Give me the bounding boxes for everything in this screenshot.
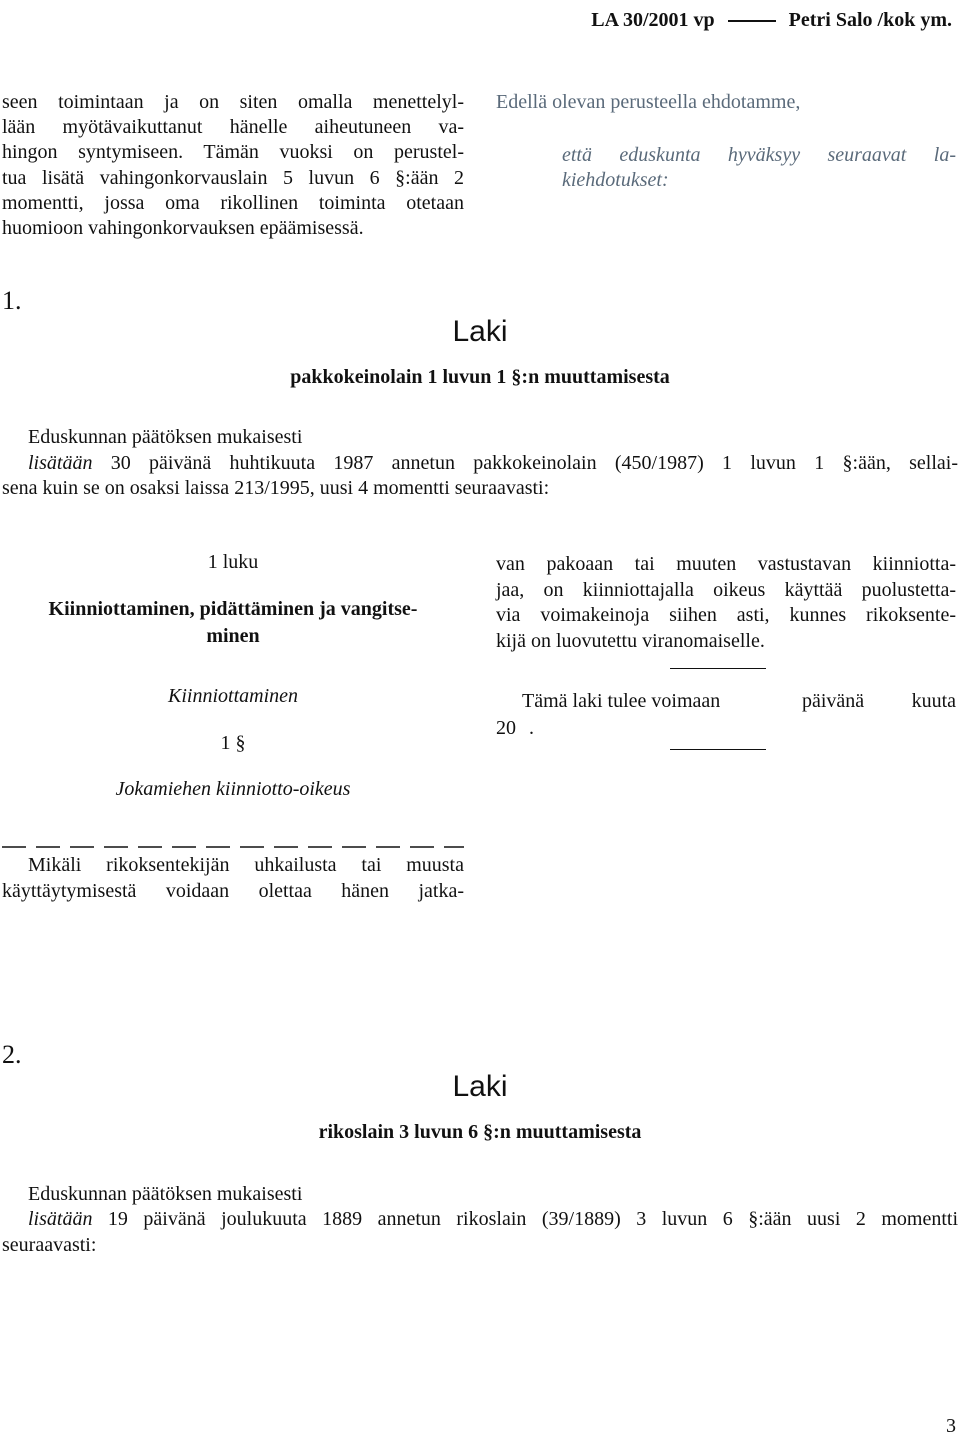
law1-preamble-text: 30 päivänä huhtikuuta 1987 annetun pakkokeinolain (450/1987) 1 luvun 1 §:ään, sellai- — [92, 452, 958, 474]
intro-left-line: tua lisätä vahingonkorvauslain 5 luvun 6 §:ään 2 — [2, 167, 464, 189]
intro-left-line: lään myötävaikuttanut hänelle aiheutuneen va- — [2, 116, 464, 138]
law1-preamble-verb: lisätään — [28, 452, 93, 474]
law2-title: Laki — [452, 1070, 508, 1103]
law1-title: Laki — [452, 315, 508, 348]
intro-left-line: momentti, jossa oma rikollinen toiminta otetaan — [2, 192, 464, 214]
chapter-title-line2: minen — [206, 625, 260, 647]
law1-preamble-line1 — [28, 451, 958, 475]
law1-body-right-line: kijä on luovutettu viranomaiselle. — [496, 630, 765, 652]
law2-preamble-text: 19 päivänä joulukuuta 1889 annetun rikoslain (39/1889) 3 luvun 6 §:ään uusi 2 momentti — [92, 1208, 958, 1230]
header-author: Petri Salo /kok ym. — [788, 9, 952, 31]
doc-reference: LA 30/2001 vp — [591, 9, 715, 31]
law2-preamble-verb: lisätään — [28, 1208, 93, 1230]
law2-preamble-line1 — [28, 1207, 958, 1231]
law1-subtitle: pakkokeinolain 1 luvun 1 §:n muuttamisesta — [290, 366, 670, 388]
omission-dashes-svg — [2, 845, 464, 849]
law1-enactment: Eduskunnan päätöksen mukaisesti — [28, 426, 303, 448]
effective-clause-month: kuuta — [911, 690, 956, 712]
law2-number: 2. — [2, 1040, 22, 1069]
section-heading: Kiinniottaminen — [168, 685, 298, 707]
law1-body-right-line: via voimakeinoja siihen asti, kunnes rikoksente- — [496, 604, 956, 626]
law2-preamble-line2: seuraavasti: — [2, 1234, 97, 1256]
law1-body-left-line: käyttäytymisestä voidaan olettaa hänen jatka- — [2, 880, 464, 902]
law1-preamble-line2: sena kuin se on osaksi laissa 213/1995, uusi 4 momentti seuraavasti: — [2, 477, 550, 499]
proposal-line: kiehdotukset: — [562, 169, 669, 191]
page-header — [591, 8, 952, 32]
intro-left-line: seen toimintaan ja on siten omalla menettelyl- — [2, 91, 464, 113]
law1-body-right-line: jaa, on kiinniottajalla oikeus käyttää puolustetta- — [496, 579, 956, 601]
effective-clause-line2: 20 . — [496, 717, 534, 739]
page-number: 3 — [946, 1415, 956, 1437]
law1-number: 1. — [2, 286, 22, 315]
chapter-number: 1 luku — [207, 551, 259, 573]
intro-left-line: huomioon vahingonkorvauksen epäämisessä. — [2, 217, 364, 239]
law1-body-right-line: van pakoaan tai muuten vastustavan kiinniotta- — [496, 553, 956, 575]
section-end-rule — [670, 668, 766, 669]
omission-dashes — [2, 832, 464, 836]
law2-subtitle: rikoslain 3 luvun 6 §:n muuttamisesta — [318, 1121, 642, 1143]
chapter-title-line1: Kiinniottaminen, pidättäminen ja vangitse- — [48, 598, 418, 620]
proposal-lead: Edellä olevan perusteella ehdotamme, — [496, 91, 801, 113]
effective-clause-day: päivänä — [802, 690, 865, 712]
header-dash — [728, 20, 776, 22]
proposal-line: että eduskunta hyväksyy seuraavat la- — [562, 144, 956, 166]
law1-body-left-line: Mikäli rikoksentekijän uhkailusta tai muusta — [28, 854, 464, 876]
law2-enactment: Eduskunnan päätöksen mukaisesti — [28, 1183, 303, 1205]
section-number: 1 § — [220, 732, 246, 754]
effective-clause-start: Tämä laki tulee voimaan — [522, 690, 721, 712]
intro-left-line: hingon syntymiseen. Tämän vuoksi on perustel- — [2, 141, 464, 163]
section-title: Jokamiehen kiinniotto-oikeus — [115, 778, 351, 800]
law-end-rule — [670, 749, 766, 750]
